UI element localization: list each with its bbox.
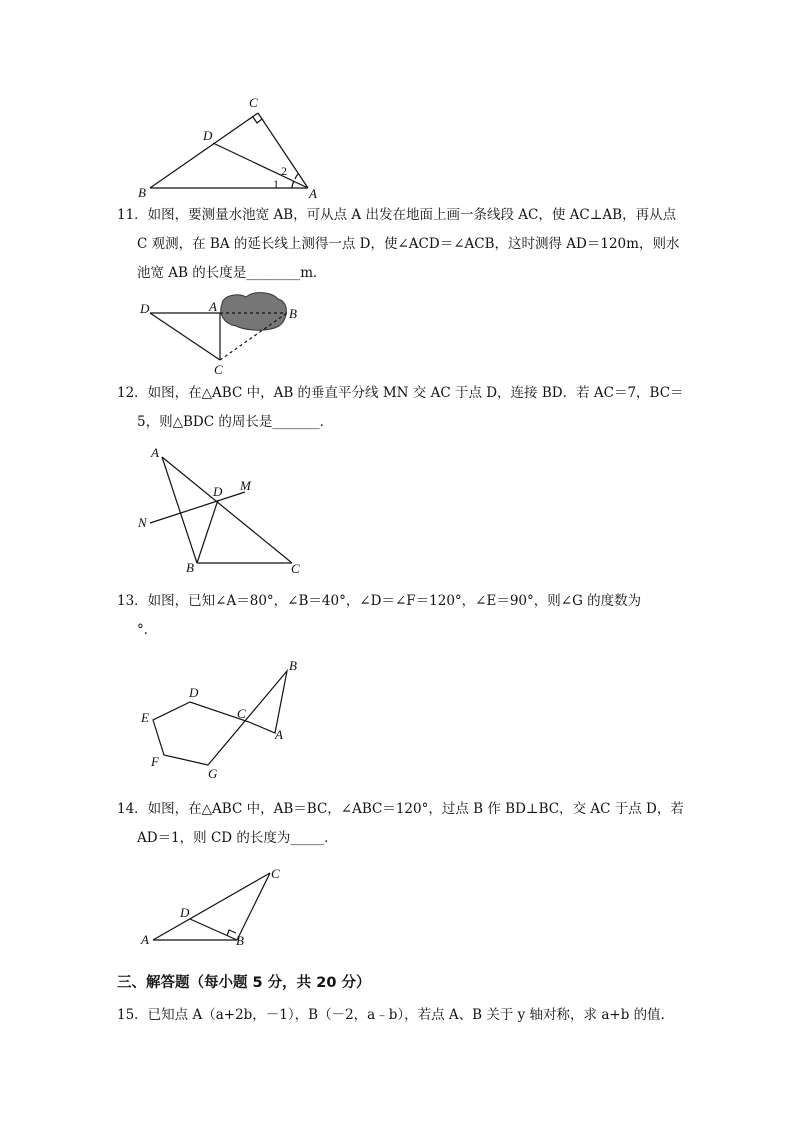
label-a: A xyxy=(309,186,317,201)
label-a: A xyxy=(151,445,159,460)
label-d: D xyxy=(180,905,190,920)
label-m: M xyxy=(240,478,251,493)
label-c: C xyxy=(237,706,246,721)
question-13-line-1: 13．如图，已知∠A＝80°，∠B＝40°，∠D＝∠F＝120°，∠E＝90°，则∠G 的度数为 xyxy=(117,593,642,609)
question-12-line-1: 12．如图，在△ABC 中，AB 的垂直平分线 MN 交 AC 于点 D，连接 BD．若 AC＝7，BC＝ xyxy=(117,385,684,401)
question-13-line-2: °． xyxy=(137,622,158,638)
label-e: E xyxy=(141,710,149,725)
label-b: B xyxy=(236,933,244,948)
label-a: A xyxy=(141,932,149,947)
label-d: D xyxy=(189,685,199,700)
label-a: A xyxy=(275,727,283,742)
right-angle-mark xyxy=(227,930,236,936)
label-f: F xyxy=(151,754,159,769)
label-c: C xyxy=(249,95,258,110)
label-angle-1: 1 xyxy=(273,177,279,191)
label-c: C xyxy=(291,561,300,576)
question-15 xyxy=(117,1001,677,1030)
label-b: B xyxy=(289,306,297,321)
question-14-line-1: 14．如图，在△ABC 中，AB＝BC，∠ABC＝120°，过点 B 作 BD⊥BC，交 AC 于点 D，若 xyxy=(117,801,684,817)
label-c: C xyxy=(214,362,223,377)
question-15-line-1: 15．已知点 A（a+2b，－1），B（－2，a﹣b），若点 A、B 关于 y 轴对称，求 a+b 的值． xyxy=(117,1007,675,1023)
question-14-line-2: AD＝1，则 CD 的长度为_____． xyxy=(137,830,338,846)
label-c: C xyxy=(271,866,280,881)
label-a: A xyxy=(209,299,217,314)
question-11-line-2: C 观测，在 BA 的延长线上测得一点 D，使∠ACD＝∠ACB，这时测得 AD＝120m，则水 xyxy=(137,236,680,252)
label-d: D xyxy=(203,128,213,143)
label-n: N xyxy=(138,515,147,530)
label-d: D xyxy=(213,484,223,499)
label-b: B xyxy=(138,185,146,200)
segment-ac xyxy=(153,873,270,940)
label-d: D xyxy=(140,301,150,316)
segment-bd xyxy=(190,919,237,940)
label-angle-2: 2 xyxy=(281,164,287,178)
question-11-line-1: 11．如图，要测量水池宽 AB，可从点 A 出发在地面上画一条线段 AC，使 AC⊥AB，再从点 xyxy=(117,207,677,223)
question-12-line-2: 5，则△BDC 的周长是_______． xyxy=(137,414,334,430)
label-g: G xyxy=(208,766,218,781)
question-11-line-3: 池宽 AB 的长度是________m． xyxy=(137,265,327,281)
section-heading: 三、解答题（每小题 5 分，共 20 分） xyxy=(117,975,371,991)
label-b: B xyxy=(289,658,297,673)
label-b: B xyxy=(186,560,194,575)
